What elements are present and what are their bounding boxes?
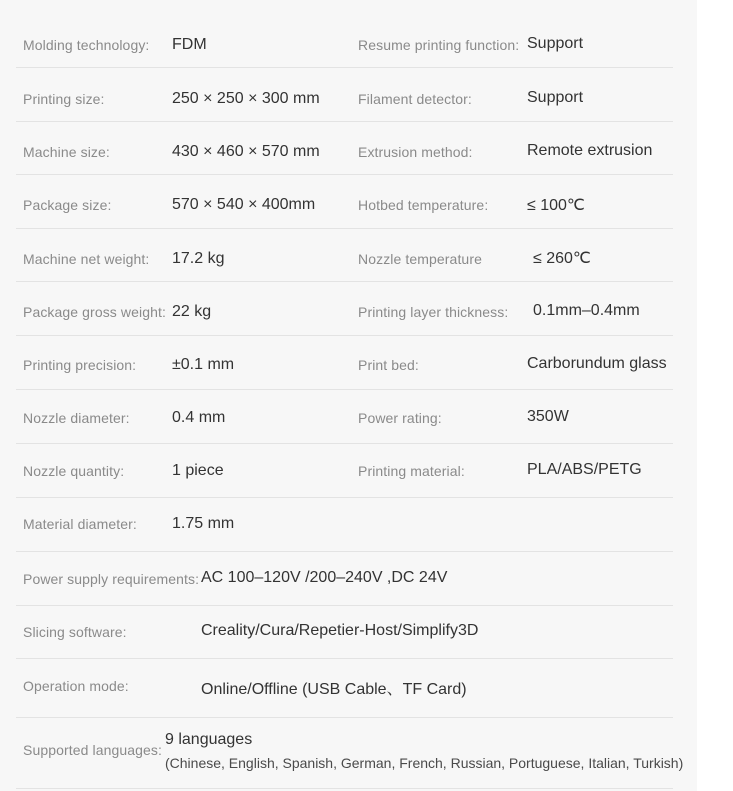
spec-label: Material diameter: xyxy=(23,516,137,532)
spec-label: Printing precision: xyxy=(23,357,137,373)
spec-value: 350W xyxy=(527,408,569,425)
spec-row xyxy=(16,606,673,659)
spec-value: 250 × 250 × 300 mm xyxy=(172,90,320,107)
spec-value: ≤ 260℃ xyxy=(533,250,591,267)
spec-value: 430 × 460 × 570 mm xyxy=(172,143,320,160)
spec-label: Slicing software: xyxy=(23,624,127,640)
spec-row xyxy=(16,122,673,175)
spec-value: 17.2 kg xyxy=(172,250,225,267)
spec-value: AC 100–120V /200–240V ,DC 24V xyxy=(201,569,448,586)
spec-value: Online/Offline (USB Cable、TF Card) xyxy=(201,681,467,698)
spec-row xyxy=(16,282,673,336)
spec-label: Machine size: xyxy=(23,144,110,160)
spec-value: ±0.1 mm xyxy=(172,356,235,373)
spec-label: Power supply requirements: xyxy=(23,571,200,587)
spec-value: FDM xyxy=(172,36,207,53)
spec-row xyxy=(16,229,673,282)
spec-value: Support xyxy=(527,89,584,106)
spec-label: Print bed: xyxy=(358,357,419,373)
spec-value: Support xyxy=(527,35,584,52)
spec-value: Creality/Cura/Repetier-Host/Simplify3D xyxy=(201,622,479,639)
spec-label: Machine net weight: xyxy=(23,251,150,267)
spec-value: 0.1mm–0.4mm xyxy=(533,302,640,319)
spec-value: 570 × 540 × 400mm xyxy=(172,196,316,213)
spec-label: Printing size: xyxy=(23,91,105,107)
spec-label: Nozzle temperature xyxy=(358,251,482,267)
spec-value: Carborundum glass xyxy=(527,355,667,372)
spec-row xyxy=(16,718,684,789)
spec-value: 0.4 mm xyxy=(172,409,226,426)
spec-row xyxy=(16,659,673,718)
spec-value: ≤ 100℃ xyxy=(527,197,585,214)
spec-label: Filament detector: xyxy=(358,91,472,107)
spec-label: Nozzle quantity: xyxy=(23,463,125,479)
spec-label: Supported languages: xyxy=(23,742,162,758)
spec-row xyxy=(16,336,673,390)
spec-label: Extrusion method: xyxy=(358,144,473,160)
spec-label: Printing material: xyxy=(358,463,465,479)
spec-label: Package gross weight: xyxy=(23,304,166,320)
spec-label: Molding technology: xyxy=(23,37,150,53)
spec-value: 22 kg xyxy=(172,303,212,320)
spec-value: PLA/ABS/PETG xyxy=(527,461,642,478)
spec-value: 1 piece xyxy=(172,462,224,479)
spec-value: Remote extrusion xyxy=(527,142,653,159)
spec-row xyxy=(16,175,673,229)
spec-row xyxy=(16,444,673,498)
spec-row xyxy=(16,390,673,444)
spec-label: Package size: xyxy=(23,197,112,213)
spec-row xyxy=(16,552,673,606)
spec-label: Resume printing function: xyxy=(358,37,520,53)
spec-label: Printing layer thickness: xyxy=(358,304,509,320)
spec-value: 9 languages xyxy=(165,731,253,748)
spec-label: Power rating: xyxy=(358,410,442,426)
spec-label: Nozzle diameter: xyxy=(23,410,130,426)
spec-row xyxy=(16,68,673,122)
spec-label: Operation mode: xyxy=(23,678,129,694)
spec-value: 1.75 mm xyxy=(172,515,235,532)
spec-row xyxy=(16,498,673,552)
spec-row xyxy=(16,18,673,68)
spec-label: Hotbed temperature: xyxy=(358,197,489,213)
spec-value-detail: (Chinese, English, Spanish, German, French, Russian, Portuguese, Italian, Turkish) xyxy=(165,755,684,771)
